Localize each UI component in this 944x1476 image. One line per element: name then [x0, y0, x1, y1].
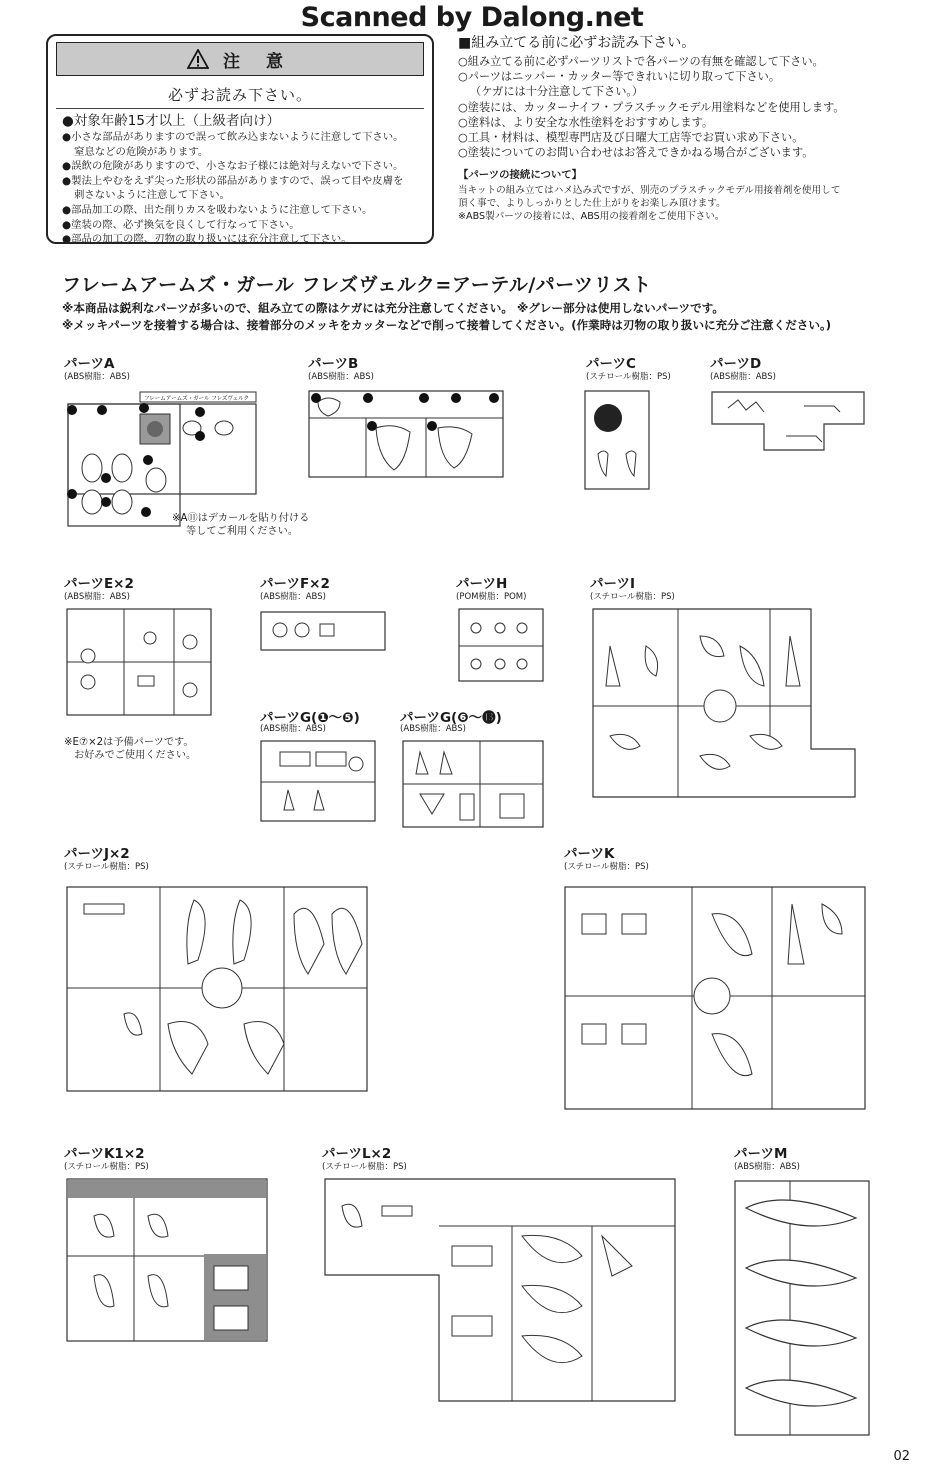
caution-item: ●誤飲の危険がありますので、小さなお子様には絶対与えないで下さい。	[62, 160, 404, 173]
joint-text: ※ABS製パーツの接着には、ABS用の接着剤をご使用下さい。	[458, 210, 725, 222]
note-item: ○工具・材料は、模型専門店及び日曜大工店等でお買い求め下さい。	[458, 131, 804, 145]
part-a-label: パーツA	[64, 356, 115, 372]
part-g1-material: (ABS樹脂：ABS)	[260, 724, 326, 734]
part-i-material: (スチロール樹脂：PS)	[590, 592, 675, 602]
part-m-label: パーツM	[734, 1146, 788, 1162]
part-g2-label: パーツG(❻〜⓭)	[400, 710, 502, 726]
part-b-material: (ABS樹脂：ABS)	[308, 372, 374, 382]
part-f-material: (ABS樹脂：ABS)	[260, 592, 326, 602]
runner-a	[64, 390, 260, 528]
divider	[56, 108, 424, 109]
part-h-material: (POM樹脂：POM)	[456, 592, 527, 602]
part-e-material: (ABS樹脂：ABS)	[64, 592, 130, 602]
notes-title: ■組み立てる前に必ずお読み下さい。	[458, 35, 696, 51]
part-g2-material: (ABS樹脂：ABS)	[400, 724, 466, 734]
part-l-material: (スチロール樹脂：PS)	[322, 1162, 407, 1172]
caution-title: 注 意	[223, 51, 293, 72]
note-item: ○塗装についてのお問い合わせはお答えできかねる場合がございます。	[458, 146, 814, 160]
part-c-material: (スチロール樹脂：PS)	[586, 372, 671, 382]
runner-a-header: フレームアームズ・ガール フレズヴェルク	[144, 396, 250, 402]
runner-g1	[258, 738, 378, 824]
caution-item: ●部品の加工の際、刃物の取り扱いには充分注意して下さい。	[62, 233, 352, 246]
partslist-title: フレームアームズ・ガール フレズヴェルク=アーテル/パーツリスト	[62, 274, 652, 296]
part-j-material: (スチロール樹脂：PS)	[64, 862, 149, 872]
note-line: ※A⑪はデカールを貼り付ける	[172, 513, 310, 524]
runner-j	[64, 884, 370, 1094]
part-e-note	[64, 736, 196, 762]
joint-text: 頂く事で、よりしっかりとした仕上がりをお楽しみ頂けます。	[458, 197, 726, 209]
partslist-note: ※本商品は鋭利なパーツが多いので、組み立ての際はケガには充分注意してください。 ※グレー部分は使用しないパーツです。	[62, 301, 724, 315]
joint-text: 当キットの組み立てはハメ込み式ですが、別売のプラスチックモデル用接着剤を使用して	[458, 184, 841, 196]
caution-box	[46, 34, 434, 244]
runner-k	[562, 884, 868, 1112]
part-k1-label: パーツK1×2	[64, 1146, 145, 1162]
runner-m	[732, 1178, 872, 1438]
partslist-note: ※メッキパーツを接着する場合は、接着部分のメッキをカッターなどで削って接着してください。(作業時は刃物の取り扱いに充分ご注意ください。)	[62, 318, 832, 332]
part-a-material: (ABS樹脂：ABS)	[64, 372, 130, 382]
note-line: 等してご利用ください。	[186, 526, 299, 537]
caution-list	[62, 113, 432, 247]
caution-item: 刺さないように注意して下さい。	[74, 189, 230, 202]
caution-item: ●塗装の際、必ず換気を良くして行なって下さい。	[62, 218, 300, 231]
part-h-label: パーツH	[456, 576, 508, 592]
part-d-label: パーツD	[710, 356, 762, 372]
note-item: ○組み立てる前に必ずパーツリストで各パーツの有無を確認して下さい。	[458, 55, 824, 68]
runner-k1	[64, 1176, 270, 1344]
warning-icon	[187, 49, 209, 69]
part-j-label: パーツJ×2	[64, 846, 130, 862]
caution-item: ●対象年齢15才以上（上級者向け）	[62, 113, 280, 129]
caution-subtitle: 必ずお読み下さい。	[167, 86, 312, 104]
note-line: ※E⑦×2は予備パーツです。	[64, 737, 194, 748]
part-c-label: パーツC	[586, 356, 636, 372]
runner-f	[258, 606, 388, 654]
caution-item: ●部品加工の際、出た削りカスを吸わないように注意して下さい。	[62, 203, 373, 216]
part-g1-label: パーツG(❶〜❺)	[260, 710, 360, 726]
caution-item: ●小さな部品がありますので誤って飲み込まないように注意して下さい。	[62, 131, 404, 143]
assembly-notes	[458, 34, 898, 223]
note-item: （ケガには十分注意して下さい。）	[470, 85, 644, 99]
part-k-material: (スチロール樹脂：PS)	[564, 862, 649, 872]
runner-i	[590, 606, 860, 802]
part-k1-material: (スチロール樹脂：PS)	[64, 1162, 149, 1172]
runner-e	[64, 606, 214, 718]
watermark: Scanned by Dalong.net	[300, 2, 644, 33]
part-d-material: (ABS樹脂：ABS)	[710, 372, 776, 382]
part-m-material: (ABS樹脂：ABS)	[734, 1162, 800, 1172]
part-b-label: パーツB	[308, 356, 359, 372]
note-item: ○塗料は、より安全な水性塗料をおすすめします。	[458, 115, 714, 129]
runner-g2	[400, 738, 546, 830]
part-f-label: パーツF×2	[260, 576, 330, 592]
part-l-label: パーツL×2	[322, 1146, 392, 1162]
runner-b	[306, 388, 506, 480]
runner-c	[582, 388, 652, 492]
page-number: 02	[893, 1449, 910, 1464]
part-i-label: パーツI	[590, 576, 635, 592]
part-e-label: パーツE×2	[64, 576, 134, 592]
part-k-label: パーツK	[564, 846, 615, 862]
part-a-note	[172, 512, 309, 538]
note-line: お好みでご使用ください。	[74, 750, 197, 761]
runner-d	[708, 388, 868, 454]
caution-header	[56, 42, 424, 76]
note-item: ○塗装には、カッターナイフ・プラスチックモデル用塗料などを使用します。	[458, 100, 845, 114]
note-item: ○パーツはニッパー・カッター等できれいに切り取って下さい。	[458, 70, 781, 84]
caution-item: 窒息などの危険があります。	[74, 145, 209, 158]
runner-h	[456, 606, 546, 684]
joint-title: 【パーツの接続について】	[458, 169, 583, 182]
runner-l	[322, 1176, 678, 1404]
caution-item: ●製法上やむをえず尖った形状の部品がありますので、誤って目や皮膚を	[62, 174, 404, 187]
